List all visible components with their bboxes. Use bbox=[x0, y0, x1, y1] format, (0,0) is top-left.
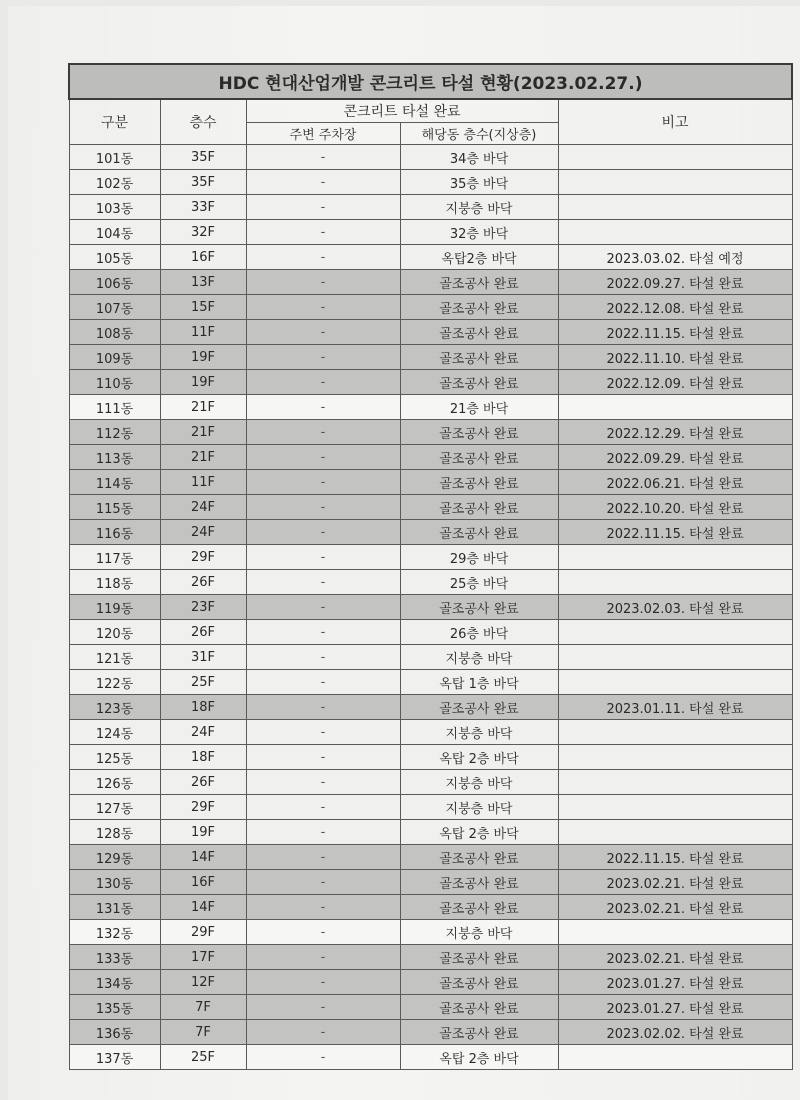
cell-dong: 111동 bbox=[69, 395, 160, 420]
cell-floors: 12F bbox=[160, 970, 246, 995]
cell-progress: 옥탑 2층 바닥 bbox=[400, 820, 558, 845]
cell-floors: 19F bbox=[160, 345, 246, 370]
table-row bbox=[69, 745, 792, 770]
cell-remark bbox=[558, 545, 792, 570]
cell-remark: 2022.10.20. 타설 완료 bbox=[558, 495, 792, 520]
cell-floors: 29F bbox=[160, 545, 246, 570]
cell-parking: - bbox=[246, 170, 400, 195]
table-row bbox=[69, 720, 792, 745]
cell-floors: 7F bbox=[160, 1020, 246, 1045]
cell-progress: 29층 바닥 bbox=[400, 545, 558, 570]
cell-dong: 119동 bbox=[69, 595, 160, 620]
cell-remark bbox=[558, 645, 792, 670]
table-row bbox=[69, 470, 792, 495]
header-parking: 주변 주차장 bbox=[246, 123, 400, 145]
cell-remark bbox=[558, 220, 792, 245]
cell-parking: - bbox=[246, 445, 400, 470]
cell-progress: 골조공사 완료 bbox=[400, 470, 558, 495]
cell-floors: 29F bbox=[160, 920, 246, 945]
cell-parking: - bbox=[246, 545, 400, 570]
cell-progress: 골조공사 완료 bbox=[400, 895, 558, 920]
cell-progress: 지붕층 바닥 bbox=[400, 645, 558, 670]
cell-dong: 121동 bbox=[69, 645, 160, 670]
cell-floors: 11F bbox=[160, 320, 246, 345]
cell-dong: 102동 bbox=[69, 170, 160, 195]
table-row bbox=[69, 395, 792, 420]
cell-parking: - bbox=[246, 320, 400, 345]
cell-progress: 골조공사 완료 bbox=[400, 295, 558, 320]
cell-parking: - bbox=[246, 1020, 400, 1045]
table-row bbox=[69, 245, 792, 270]
cell-progress: 지붕층 바닥 bbox=[400, 920, 558, 945]
cell-parking: - bbox=[246, 845, 400, 870]
header-division: 구분 bbox=[69, 99, 160, 145]
cell-floors: 35F bbox=[160, 145, 246, 170]
cell-parking: - bbox=[246, 470, 400, 495]
cell-remark: 2022.11.15. 타설 완료 bbox=[558, 520, 792, 545]
table-row bbox=[69, 920, 792, 945]
cell-remark: 2023.03.02. 타설 예정 bbox=[558, 245, 792, 270]
cell-remark bbox=[558, 620, 792, 645]
table-row bbox=[69, 420, 792, 445]
table-row bbox=[69, 795, 792, 820]
cell-floors: 14F bbox=[160, 845, 246, 870]
cell-progress: 골조공사 완료 bbox=[400, 345, 558, 370]
cell-dong: 137동 bbox=[69, 1045, 160, 1070]
cell-floors: 26F bbox=[160, 620, 246, 645]
cell-remark: 2022.12.08. 타설 완료 bbox=[558, 295, 792, 320]
table-row bbox=[69, 595, 792, 620]
cell-parking: - bbox=[246, 770, 400, 795]
paper-sheet bbox=[8, 6, 800, 1100]
cell-parking: - bbox=[246, 420, 400, 445]
cell-floors: 18F bbox=[160, 695, 246, 720]
cell-progress: 골조공사 완료 bbox=[400, 695, 558, 720]
cell-parking: - bbox=[246, 195, 400, 220]
cell-progress: 골조공사 완료 bbox=[400, 945, 558, 970]
cell-floors: 23F bbox=[160, 595, 246, 620]
cell-floors: 19F bbox=[160, 820, 246, 845]
cell-parking: - bbox=[246, 1045, 400, 1070]
cell-parking: - bbox=[246, 520, 400, 545]
cell-dong: 114동 bbox=[69, 470, 160, 495]
cell-progress: 골조공사 완료 bbox=[400, 445, 558, 470]
cell-parking: - bbox=[246, 995, 400, 1020]
cell-progress: 25층 바닥 bbox=[400, 570, 558, 595]
cell-floors: 24F bbox=[160, 495, 246, 520]
table-row bbox=[69, 145, 792, 170]
table-row bbox=[69, 695, 792, 720]
table-row bbox=[69, 670, 792, 695]
cell-dong: 126동 bbox=[69, 770, 160, 795]
cell-progress: 옥탑2층 바닥 bbox=[400, 245, 558, 270]
cell-dong: 116동 bbox=[69, 520, 160, 545]
cell-floors: 25F bbox=[160, 670, 246, 695]
cell-progress: 골조공사 완료 bbox=[400, 970, 558, 995]
cell-floors: 25F bbox=[160, 1045, 246, 1070]
cell-parking: - bbox=[246, 695, 400, 720]
cell-progress: 골조공사 완료 bbox=[400, 495, 558, 520]
cell-parking: - bbox=[246, 495, 400, 520]
cell-dong: 118동 bbox=[69, 570, 160, 595]
cell-dong: 115동 bbox=[69, 495, 160, 520]
cell-floors: 24F bbox=[160, 520, 246, 545]
table-row bbox=[69, 845, 792, 870]
table-row bbox=[69, 220, 792, 245]
cell-dong: 131동 bbox=[69, 895, 160, 920]
cell-dong: 128동 bbox=[69, 820, 160, 845]
header-building-floor: 해당동 층수(지상층) bbox=[400, 123, 558, 145]
cell-parking: - bbox=[246, 645, 400, 670]
cell-floors: 21F bbox=[160, 445, 246, 470]
table-row bbox=[69, 170, 792, 195]
cell-parking: - bbox=[246, 220, 400, 245]
cell-remark bbox=[558, 745, 792, 770]
cell-remark: 2022.09.29. 타설 완료 bbox=[558, 445, 792, 470]
cell-dong: 110동 bbox=[69, 370, 160, 395]
cell-progress: 옥탑 2층 바닥 bbox=[400, 745, 558, 770]
cell-progress: 35층 바닥 bbox=[400, 170, 558, 195]
cell-floors: 11F bbox=[160, 470, 246, 495]
table-row bbox=[69, 1045, 792, 1070]
cell-remark: 2023.01.27. 타설 완료 bbox=[558, 970, 792, 995]
cell-parking: - bbox=[246, 970, 400, 995]
cell-remark: 2022.11.15. 타설 완료 bbox=[558, 320, 792, 345]
cell-floors: 24F bbox=[160, 720, 246, 745]
cell-parking: - bbox=[246, 595, 400, 620]
table-row bbox=[69, 520, 792, 545]
cell-remark bbox=[558, 795, 792, 820]
cell-progress: 골조공사 완료 bbox=[400, 845, 558, 870]
cell-progress: 21층 바닥 bbox=[400, 395, 558, 420]
cell-parking: - bbox=[246, 145, 400, 170]
cell-remark bbox=[558, 170, 792, 195]
cell-remark bbox=[558, 395, 792, 420]
cell-remark bbox=[558, 770, 792, 795]
cell-parking: - bbox=[246, 945, 400, 970]
cell-progress: 지붕층 바닥 bbox=[400, 195, 558, 220]
cell-parking: - bbox=[246, 270, 400, 295]
cell-dong: 109동 bbox=[69, 345, 160, 370]
table-row bbox=[69, 1020, 792, 1045]
cell-dong: 124동 bbox=[69, 720, 160, 745]
table-row bbox=[69, 295, 792, 320]
cell-floors: 18F bbox=[160, 745, 246, 770]
table-row bbox=[69, 970, 792, 995]
cell-remark: 2023.02.21. 타설 완료 bbox=[558, 945, 792, 970]
cell-dong: 112동 bbox=[69, 420, 160, 445]
cell-floors: 26F bbox=[160, 570, 246, 595]
cell-remark bbox=[558, 1045, 792, 1070]
cell-dong: 101동 bbox=[69, 145, 160, 170]
cell-progress: 지붕층 바닥 bbox=[400, 770, 558, 795]
cell-floors: 17F bbox=[160, 945, 246, 970]
cell-parking: - bbox=[246, 295, 400, 320]
cell-dong: 135동 bbox=[69, 995, 160, 1020]
table-row bbox=[69, 495, 792, 520]
cell-dong: 133동 bbox=[69, 945, 160, 970]
cell-progress: 옥탑 2층 바닥 bbox=[400, 1045, 558, 1070]
cell-remark: 2022.11.15. 타설 완료 bbox=[558, 845, 792, 870]
cell-dong: 136동 bbox=[69, 1020, 160, 1045]
cell-progress: 골조공사 완료 bbox=[400, 520, 558, 545]
cell-floors: 29F bbox=[160, 795, 246, 820]
cell-progress: 옥탑 1층 바닥 bbox=[400, 670, 558, 695]
cell-remark bbox=[558, 820, 792, 845]
table-row bbox=[69, 995, 792, 1020]
cell-parking: - bbox=[246, 370, 400, 395]
cell-floors: 14F bbox=[160, 895, 246, 920]
cell-dong: 123동 bbox=[69, 695, 160, 720]
cell-remark: 2023.01.11. 타설 완료 bbox=[558, 695, 792, 720]
cell-dong: 106동 bbox=[69, 270, 160, 295]
cell-remark: 2023.02.03. 타설 완료 bbox=[558, 595, 792, 620]
cell-remark: 2023.02.21. 타설 완료 bbox=[558, 870, 792, 895]
cell-remark: 2023.02.02. 타설 완료 bbox=[558, 1020, 792, 1045]
table-row bbox=[69, 445, 792, 470]
cell-parking: - bbox=[246, 620, 400, 645]
cell-dong: 104동 bbox=[69, 220, 160, 245]
cell-dong: 130동 bbox=[69, 870, 160, 895]
table-row bbox=[69, 545, 792, 570]
table-row bbox=[69, 195, 792, 220]
cell-progress: 골조공사 완료 bbox=[400, 420, 558, 445]
cell-remark bbox=[558, 720, 792, 745]
cell-remark: 2022.09.27. 타설 완료 bbox=[558, 270, 792, 295]
table-row bbox=[69, 645, 792, 670]
cell-floors: 16F bbox=[160, 245, 246, 270]
table-row bbox=[69, 895, 792, 920]
table-row bbox=[69, 320, 792, 345]
table-row bbox=[69, 620, 792, 645]
cell-parking: - bbox=[246, 795, 400, 820]
cell-dong: 105동 bbox=[69, 245, 160, 270]
cell-parking: - bbox=[246, 745, 400, 770]
cell-floors: 32F bbox=[160, 220, 246, 245]
cell-progress: 34층 바닥 bbox=[400, 145, 558, 170]
table-title: HDC 현대산업개발 콘크리트 타설 현황(2023.02.27.) bbox=[69, 64, 792, 99]
cell-floors: 31F bbox=[160, 645, 246, 670]
cell-dong: 108동 bbox=[69, 320, 160, 345]
cell-floors: 35F bbox=[160, 170, 246, 195]
cell-progress: 지붕층 바닥 bbox=[400, 720, 558, 745]
cell-progress: 26층 바닥 bbox=[400, 620, 558, 645]
cell-progress: 골조공사 완료 bbox=[400, 320, 558, 345]
cell-parking: - bbox=[246, 245, 400, 270]
cell-progress: 지붕층 바닥 bbox=[400, 795, 558, 820]
cell-parking: - bbox=[246, 345, 400, 370]
cell-parking: - bbox=[246, 670, 400, 695]
cell-remark: 2022.06.21. 타설 완료 bbox=[558, 470, 792, 495]
cell-parking: - bbox=[246, 870, 400, 895]
cell-dong: 113동 bbox=[69, 445, 160, 470]
table-row bbox=[69, 345, 792, 370]
cell-floors: 15F bbox=[160, 295, 246, 320]
cell-floors: 33F bbox=[160, 195, 246, 220]
cell-remark bbox=[558, 195, 792, 220]
cell-remark bbox=[558, 920, 792, 945]
table-row bbox=[69, 770, 792, 795]
cell-dong: 122동 bbox=[69, 670, 160, 695]
cell-dong: 125동 bbox=[69, 745, 160, 770]
header-pour-done: 콘크리트 타설 완료 bbox=[246, 99, 558, 123]
cell-parking: - bbox=[246, 395, 400, 420]
cell-parking: - bbox=[246, 920, 400, 945]
cell-dong: 120동 bbox=[69, 620, 160, 645]
cell-progress: 골조공사 완료 bbox=[400, 595, 558, 620]
cell-floors: 26F bbox=[160, 770, 246, 795]
table-row bbox=[69, 570, 792, 595]
table-row bbox=[69, 270, 792, 295]
cell-dong: 132동 bbox=[69, 920, 160, 945]
cell-remark: 2023.02.21. 타설 완료 bbox=[558, 895, 792, 920]
cell-parking: - bbox=[246, 570, 400, 595]
cell-remark: 2022.11.10. 타설 완료 bbox=[558, 345, 792, 370]
cell-remark bbox=[558, 145, 792, 170]
cell-parking: - bbox=[246, 820, 400, 845]
table-row bbox=[69, 370, 792, 395]
cell-dong: 127동 bbox=[69, 795, 160, 820]
cell-remark: 2022.12.29. 타설 완료 bbox=[558, 420, 792, 445]
cell-parking: - bbox=[246, 895, 400, 920]
cell-parking: - bbox=[246, 720, 400, 745]
cell-progress: 골조공사 완료 bbox=[400, 870, 558, 895]
header-remarks: 비고 bbox=[558, 99, 792, 145]
table-row bbox=[69, 820, 792, 845]
table-row bbox=[69, 870, 792, 895]
table-row bbox=[69, 945, 792, 970]
cell-dong: 117동 bbox=[69, 545, 160, 570]
cell-progress: 골조공사 완료 bbox=[400, 995, 558, 1020]
cell-progress: 골조공사 완료 bbox=[400, 370, 558, 395]
cell-floors: 13F bbox=[160, 270, 246, 295]
header-floors: 층수 bbox=[160, 99, 246, 145]
cell-dong: 129동 bbox=[69, 845, 160, 870]
cell-dong: 103동 bbox=[69, 195, 160, 220]
cell-dong: 107동 bbox=[69, 295, 160, 320]
cell-floors: 16F bbox=[160, 870, 246, 895]
concrete-pour-status-table bbox=[68, 63, 793, 1070]
cell-dong: 134동 bbox=[69, 970, 160, 995]
cell-remark: 2022.12.09. 타설 완료 bbox=[558, 370, 792, 395]
cell-floors: 19F bbox=[160, 370, 246, 395]
cell-remark: 2023.01.27. 타설 완료 bbox=[558, 995, 792, 1020]
cell-remark bbox=[558, 570, 792, 595]
cell-remark bbox=[558, 670, 792, 695]
cell-floors: 7F bbox=[160, 995, 246, 1020]
cell-progress: 32층 바닥 bbox=[400, 220, 558, 245]
cell-progress: 골조공사 완료 bbox=[400, 270, 558, 295]
cell-floors: 21F bbox=[160, 420, 246, 445]
cell-progress: 골조공사 완료 bbox=[400, 1020, 558, 1045]
table-body bbox=[69, 145, 792, 1070]
cell-floors: 21F bbox=[160, 395, 246, 420]
